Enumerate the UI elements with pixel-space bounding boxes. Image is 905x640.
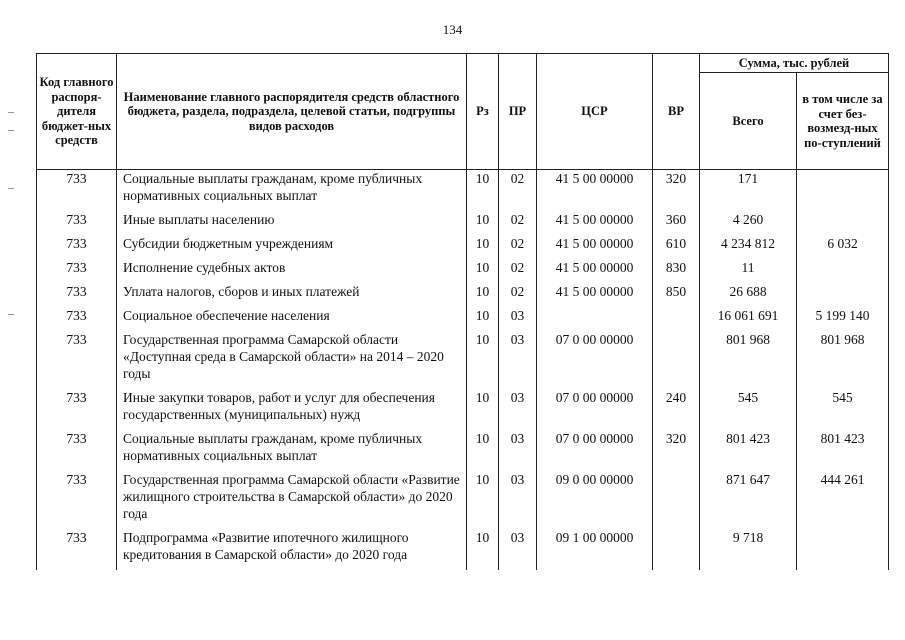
cell-code: 733 xyxy=(37,389,117,430)
cell-total: 801 968 xyxy=(700,331,797,389)
cell-free: 444 261 xyxy=(797,471,889,529)
cell-vr xyxy=(653,307,700,331)
cell-vr: 320 xyxy=(653,430,700,471)
table-row xyxy=(37,259,889,283)
cell-name: Иные закупки товаров, работ и услуг для обеспечения государственных (муниципальных) нужд xyxy=(117,389,467,430)
cell-total: 9 718 xyxy=(700,529,797,570)
cell-pr: 03 xyxy=(499,331,537,389)
budget-table xyxy=(36,53,889,570)
cell-vr xyxy=(653,471,700,529)
cell-code: 733 xyxy=(37,283,117,307)
header-rz: Рз xyxy=(467,54,499,170)
cell-name: Социальное обеспечение населения xyxy=(117,307,467,331)
cell-free xyxy=(797,211,889,235)
cell-code: 733 xyxy=(37,529,117,570)
header-total: Всего xyxy=(700,73,797,170)
cell-free xyxy=(797,259,889,283)
cell-vr: 610 xyxy=(653,235,700,259)
cell-name: Подпрограмма «Развитие ипотечного жилищного кредитования в Самарской области» до 2020 года xyxy=(117,529,467,570)
table-row xyxy=(37,471,889,529)
cell-pr: 03 xyxy=(499,307,537,331)
cell-rz: 10 xyxy=(467,283,499,307)
table-row xyxy=(37,430,889,471)
cell-free xyxy=(797,283,889,307)
table-row xyxy=(37,331,889,389)
cell-csr: 41 5 00 00000 xyxy=(537,283,653,307)
cell-pr: 03 xyxy=(499,430,537,471)
header-sum: Сумма, тыс. рублей xyxy=(700,54,889,73)
cell-pr: 02 xyxy=(499,235,537,259)
cell-name: Государственная программа Самарской области «Развитие жилищного строительства в Самарской области» до 2020 года xyxy=(117,471,467,529)
cell-rz: 10 xyxy=(467,259,499,283)
header-vr: ВР xyxy=(653,54,700,170)
cell-rz: 10 xyxy=(467,235,499,259)
cell-code: 733 xyxy=(37,331,117,389)
cell-free: 801 968 xyxy=(797,331,889,389)
cell-vr: 320 xyxy=(653,170,700,212)
margin-tick xyxy=(8,188,14,189)
table-row xyxy=(37,529,889,570)
cell-code: 733 xyxy=(37,211,117,235)
cell-rz: 10 xyxy=(467,307,499,331)
header-name: Наименование главного распорядителя средств областного бюджета, раздела, подраздела, целевой статьи, подгруппы видов расходов xyxy=(117,54,467,170)
cell-name: Государственная программа Самарской области «Доступная среда в Самарской области» на 2014 – 2020 годы xyxy=(117,331,467,389)
page-number: 134 xyxy=(442,22,463,37)
cell-code: 733 xyxy=(37,259,117,283)
cell-code: 733 xyxy=(37,170,117,212)
cell-rz: 10 xyxy=(467,430,499,471)
cell-free: 6 032 xyxy=(797,235,889,259)
cell-pr: 03 xyxy=(499,471,537,529)
cell-vr: 360 xyxy=(653,211,700,235)
cell-csr: 07 0 00 00000 xyxy=(537,389,653,430)
cell-vr xyxy=(653,529,700,570)
table-body xyxy=(37,170,889,571)
cell-csr: 07 0 00 00000 xyxy=(537,331,653,389)
cell-code: 733 xyxy=(37,235,117,259)
cell-csr xyxy=(537,307,653,331)
cell-code: 733 xyxy=(37,471,117,529)
cell-code: 733 xyxy=(37,430,117,471)
cell-rz: 10 xyxy=(467,211,499,235)
cell-total: 4 260 xyxy=(700,211,797,235)
cell-name: Уплата налогов, сборов и иных платежей xyxy=(117,283,467,307)
cell-rz: 10 xyxy=(467,389,499,430)
header-csr: ЦСР xyxy=(537,54,653,170)
cell-total: 16 061 691 xyxy=(700,307,797,331)
cell-pr: 02 xyxy=(499,283,537,307)
cell-csr: 41 5 00 00000 xyxy=(537,211,653,235)
cell-free xyxy=(797,170,889,212)
cell-csr: 09 1 00 00000 xyxy=(537,529,653,570)
cell-free: 5 199 140 xyxy=(797,307,889,331)
header-free: в том числе за счет без-возмезд-ных по-ступлений xyxy=(797,73,889,170)
margin-marks xyxy=(8,60,20,320)
margin-tick xyxy=(8,314,14,315)
cell-total: 871 647 xyxy=(700,471,797,529)
cell-csr: 41 5 00 00000 xyxy=(537,235,653,259)
cell-pr: 03 xyxy=(499,389,537,430)
margin-tick xyxy=(8,130,14,131)
table-row xyxy=(37,170,889,212)
cell-csr: 41 5 00 00000 xyxy=(537,259,653,283)
cell-rz: 10 xyxy=(467,471,499,529)
cell-vr: 240 xyxy=(653,389,700,430)
cell-vr: 830 xyxy=(653,259,700,283)
cell-total: 801 423 xyxy=(700,430,797,471)
table-row xyxy=(37,211,889,235)
cell-total: 26 688 xyxy=(700,283,797,307)
table-row xyxy=(37,283,889,307)
cell-code: 733 xyxy=(37,307,117,331)
cell-free xyxy=(797,529,889,570)
cell-name: Иные выплаты населению xyxy=(117,211,467,235)
cell-vr: 850 xyxy=(653,283,700,307)
cell-csr: 07 0 00 00000 xyxy=(537,430,653,471)
cell-total: 4 234 812 xyxy=(700,235,797,259)
cell-csr: 41 5 00 00000 xyxy=(537,170,653,212)
cell-csr: 09 0 00 00000 xyxy=(537,471,653,529)
cell-pr: 02 xyxy=(499,170,537,212)
cell-rz: 10 xyxy=(467,170,499,212)
cell-total: 171 xyxy=(700,170,797,212)
cell-name: Субсидии бюджетным учреждениям xyxy=(117,235,467,259)
cell-pr: 02 xyxy=(499,211,537,235)
cell-rz: 10 xyxy=(467,529,499,570)
cell-total: 11 xyxy=(700,259,797,283)
header-pr: ПР xyxy=(499,54,537,170)
cell-total: 545 xyxy=(700,389,797,430)
cell-rz: 10 xyxy=(467,331,499,389)
cell-pr: 03 xyxy=(499,529,537,570)
cell-name: Социальные выплаты гражданам, кроме публичных нормативных социальных выплат xyxy=(117,170,467,212)
table-row xyxy=(37,389,889,430)
header-code: Код главного распоря-дителя бюджет-ных средств xyxy=(37,54,117,170)
cell-pr: 02 xyxy=(499,259,537,283)
cell-free: 801 423 xyxy=(797,430,889,471)
margin-tick xyxy=(8,112,14,113)
cell-name: Исполнение судебных актов xyxy=(117,259,467,283)
table-row xyxy=(37,307,889,331)
table-row xyxy=(37,235,889,259)
cell-name: Социальные выплаты гражданам, кроме публичных нормативных социальных выплат xyxy=(117,430,467,471)
cell-free: 545 xyxy=(797,389,889,430)
cell-vr xyxy=(653,331,700,389)
